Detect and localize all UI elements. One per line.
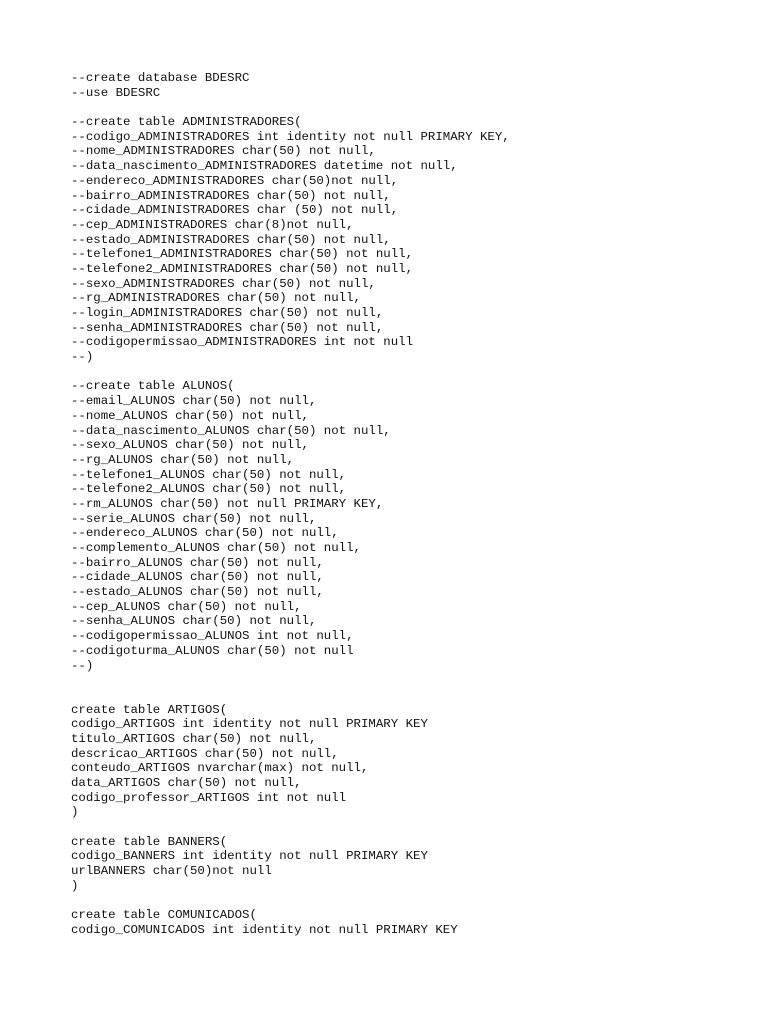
code-line: --codigopermissao_ADMINISTRADORES int not null (71, 335, 414, 350)
code-line: --rm_ALUNOS char(50) not null PRIMARY KEY, (71, 496, 384, 511)
blank-line (71, 820, 510, 835)
code-line: --cep_ADMINISTRADORES char(8)not null, (71, 217, 354, 232)
code-line: --create table ALUNOS( (71, 379, 235, 394)
code-line: codigo_BANNERS int identity not null PRIMARY KEY (71, 849, 428, 864)
code-line: codigo_ARTIGOS int identity not null PRIMARY KEY (71, 717, 428, 732)
blank-line (71, 894, 510, 909)
code-line: --endereco_ALUNOS char(50) not null, (71, 526, 339, 541)
code-line: conteudo_ARTIGOS nvarchar(max) not null, (71, 761, 369, 776)
code-line: codigo_professor_ARTIGOS int not null (71, 790, 347, 805)
code-line: --estado_ADMINISTRADORES char(50) not null, (71, 232, 391, 247)
code-line: --login_ADMINISTRADORES char(50) not null, (71, 306, 384, 320)
code-line: --estado_ALUNOS char(50) not null, (71, 585, 324, 600)
code-line: --use BDESRC (71, 85, 161, 100)
code-line: --sexo_ALUNOS char(50) not null, (71, 438, 309, 453)
blank-line (71, 688, 510, 703)
sql-script-document (71, 71, 510, 938)
code-line: create table ARTIGOS( (71, 702, 228, 717)
code-line: --telefone1_ALUNOS char(50) not null, (71, 467, 347, 482)
code-line: --rg_ALUNOS char(50) not null, (71, 452, 295, 467)
code-line: --codigopermissao_ALUNOS int not null, (71, 629, 354, 644)
blank-line (71, 365, 510, 380)
code-line: ) (71, 805, 79, 820)
blank-line (71, 673, 510, 688)
code-line: --telefone1_ADMINISTRADORES char(50) not null, (71, 247, 414, 262)
code-line: --nome_ADMINISTRADORES char(50) not null, (71, 144, 376, 159)
code-line: --cidade_ALUNOS char(50) not null, (71, 570, 324, 585)
code-line: --codigoturma_ALUNOS char(50) not null (71, 643, 354, 658)
blank-line (71, 100, 510, 115)
code-line: --telefone2_ADMINISTRADORES char(50) not null, (71, 261, 414, 276)
code-line: --endereco_ADMINISTRADORES char(50)not null, (71, 173, 399, 188)
code-line: descricao_ARTIGOS char(50) not null, (71, 746, 339, 761)
code-line: create table COMUNICADOS( (71, 908, 257, 923)
code-line: --email_ALUNOS char(50) not null, (71, 394, 317, 409)
code-line: --codigo_ADMINISTRADORES int identity not null PRIMARY KEY, (71, 129, 510, 144)
code-line: --rg_ADMINISTRADORES char(50) not null, (71, 291, 361, 306)
code-line: --sexo_ADMINISTRADORES char(50) not null, (71, 276, 376, 291)
code-line: --telefone2_ALUNOS char(50) not null, (71, 482, 347, 497)
code-line: create table BANNERS( (71, 834, 228, 849)
code-line: ) (71, 878, 79, 893)
code-line: --bairro_ALUNOS char(50) not null, (71, 555, 324, 570)
code-line: --data_nascimento_ALUNOS char(50) not null, (71, 423, 391, 438)
code-line: --) (71, 350, 94, 365)
code-line: --complemento_ALUNOS char(50) not null, (71, 541, 361, 555)
code-line: data_ARTIGOS char(50) not null, (71, 776, 302, 790)
code-line: --create database BDESRC (71, 71, 250, 85)
code-line: titulo_ARTIGOS char(50) not null, (71, 731, 317, 746)
code-line: --cidade_ADMINISTRADORES char (50) not null, (71, 203, 399, 218)
code-line: --) (71, 658, 94, 673)
code-line: --nome_ALUNOS char(50) not null, (71, 408, 309, 423)
code-line: --senha_ADMINISTRADORES char(50) not null, (71, 320, 384, 335)
code-line: --bairro_ADMINISTRADORES char(50) not null, (71, 188, 391, 203)
code-line: --senha_ALUNOS char(50) not null, (71, 614, 317, 629)
code-line: --serie_ALUNOS char(50) not null, (71, 511, 317, 526)
code-line: --cep_ALUNOS char(50) not null, (71, 599, 302, 614)
code-line: --data_nascimento_ADMINISTRADORES datetime not null, (71, 159, 458, 174)
code-line: codigo_COMUNICADOS int identity not null PRIMARY KEY (71, 922, 458, 937)
code-line: urlBANNERS char(50)not null (71, 864, 272, 879)
code-line: --create table ADMINISTRADORES( (71, 115, 302, 130)
